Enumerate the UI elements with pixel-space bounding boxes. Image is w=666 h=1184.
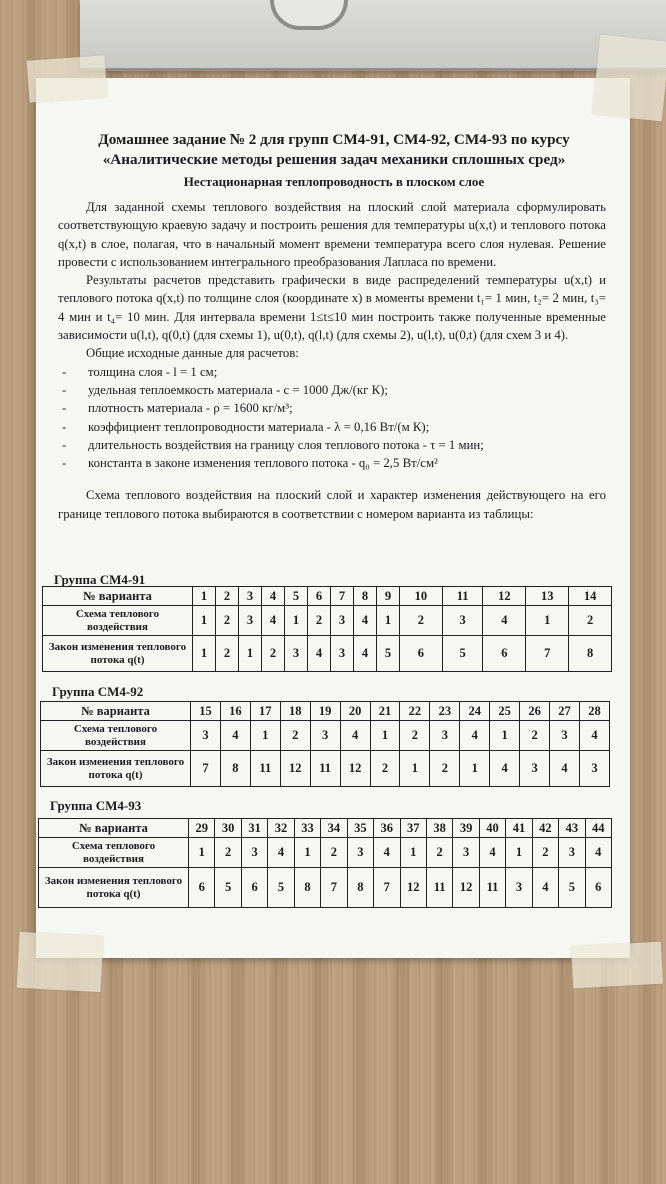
table-cell: 24 [460, 702, 490, 721]
table-cell: 3 [506, 868, 532, 908]
table-cell: 2 [216, 606, 239, 636]
table-cell: 3 [559, 838, 585, 868]
table-cell: 1 [400, 751, 430, 787]
table-cell: 3 [453, 838, 479, 868]
table-cell: 4 [490, 751, 520, 787]
table-cell: 4 [579, 721, 609, 751]
paragraph-task: Для заданной схемы теплового воздействия на плоский слой материала сформулировать соответствующую краевую задачу и построить решения для температуры u(x,t) и теплового потока q(x,t) в слое, полагая, что в начальный момент времени температура всего слоя нулевая. Решение провести с использованием интегрального преобразования Лапласа по времени. [58, 200, 606, 269]
table-cell: 5 [215, 868, 241, 908]
table-cell: 12 [280, 751, 310, 787]
table-cell: 4 [268, 838, 294, 868]
document-title [64, 130, 604, 170]
variants-table-cm4-92 [40, 701, 610, 787]
table-cell: 14 [569, 587, 612, 606]
table-cell: 2 [430, 751, 460, 787]
paragraph-variants: Схема теплового воздействия на плоский слой и характер изменения действующего на его границе теплового потока выбираются в соответствии с номером варианта из таблицы: [58, 488, 606, 521]
table-cell: 41 [506, 819, 532, 838]
table-cell: 12 [340, 751, 370, 787]
table-cell: 22 [400, 702, 430, 721]
table-cell: 11 [442, 587, 483, 606]
assignment-sheet [36, 78, 630, 958]
table-cell: 16 [220, 702, 250, 721]
variants-table-cm4-91 [42, 586, 612, 672]
group-title-cm4-91: Группа СМ4-91 [54, 572, 146, 587]
variants-table-cm4-93 [38, 818, 612, 908]
table-cell: 5 [442, 636, 483, 672]
table-cell: 3 [520, 751, 550, 787]
row-label-scheme: Схема теплового воздействия [43, 606, 193, 636]
tape-top-left [27, 55, 108, 102]
paragraph-input-data: Общие исходные данные для расчетов: [86, 346, 299, 361]
table-cell: 4 [532, 868, 558, 908]
table-cell: 2 [216, 587, 239, 606]
table-cell: 9 [377, 587, 400, 606]
table-cell: 1 [506, 838, 532, 868]
tape-bottom-right [571, 942, 663, 989]
table-cell: 4 [354, 606, 377, 636]
table-cell: 6 [585, 868, 611, 908]
table-cell: 1 [370, 721, 400, 751]
tape-bottom-left [17, 932, 104, 992]
table-cell: 3 [191, 721, 221, 751]
table-cell: 4 [483, 606, 526, 636]
table-cell: 8 [354, 587, 377, 606]
table-cell: 1 [193, 636, 216, 672]
table-cell: 27 [550, 702, 580, 721]
document-subtitle: Нестационарная теплопроводность в плоском слое [183, 174, 485, 189]
table-cell: 8 [347, 868, 373, 908]
table-cell: 4 [308, 636, 331, 672]
table-cell: 8 [294, 868, 320, 908]
table-cell: 1 [250, 721, 280, 751]
table-cell: 12 [483, 587, 526, 606]
table-cell: 5 [559, 868, 585, 908]
wall-mounted-board [80, 0, 666, 71]
table-cell: 11 [250, 751, 280, 787]
table-cell: 1 [400, 838, 426, 868]
table-cell: 33 [294, 819, 320, 838]
table-cell: 32 [268, 819, 294, 838]
table-cell: 40 [479, 819, 505, 838]
table-cell: 11 [426, 868, 452, 908]
table-cell: 7 [191, 751, 221, 787]
table-cell: 4 [220, 721, 250, 751]
table-cell: 6 [189, 868, 215, 908]
table-cell: 7 [321, 868, 347, 908]
table-cell: 4 [262, 606, 285, 636]
table-cell: 2 [308, 606, 331, 636]
table-cell: 3 [239, 587, 262, 606]
list-item: - плотность материала - ρ = 1600 кг/м³; [62, 401, 293, 416]
table-row [43, 636, 612, 672]
table-cell: 34 [321, 819, 347, 838]
table-cell: 44 [585, 819, 611, 838]
table-cell: 6 [241, 868, 267, 908]
table-cell: 36 [374, 819, 400, 838]
table-row [43, 606, 612, 636]
table-cell: 42 [532, 819, 558, 838]
group-title-cm4-93: Группа СМ4-93 [50, 798, 142, 813]
table-cell: 8 [220, 751, 250, 787]
table-cell: 3 [331, 636, 354, 672]
table-cell: 25 [490, 702, 520, 721]
table-cell: 3 [347, 838, 373, 868]
table-cell: 2 [520, 721, 550, 751]
table-cell: 1 [239, 636, 262, 672]
table-cell: 43 [559, 819, 585, 838]
table-cell: 2 [569, 606, 612, 636]
table-cell: 2 [532, 838, 558, 868]
table-cell: 4 [354, 636, 377, 672]
table-cell: 2 [321, 838, 347, 868]
table-cell: 4 [262, 587, 285, 606]
list-item: - удельная теплоемкость материала - c = 1000 Дж/(кг К); [62, 382, 388, 397]
table-row: Закон изменения теплового потока q(t) 7 8 11 12 11 12 2 1 2 1 4 3 4 3 [41, 751, 610, 787]
table-cell: 6 [400, 636, 443, 672]
table-cell: 2 [280, 721, 310, 751]
table-cell: 8 [569, 636, 612, 672]
table-cell: 21 [370, 702, 400, 721]
table-cell: 7 [526, 636, 569, 672]
table-cell: 2 [370, 751, 400, 787]
table-cell: 30 [215, 819, 241, 838]
table-cell: 2 [215, 838, 241, 868]
board-slot [270, 0, 348, 30]
table-cell: 12 [453, 868, 479, 908]
table-cell: 18 [280, 702, 310, 721]
table-cell: 4 [550, 751, 580, 787]
table-cell: 3 [442, 606, 483, 636]
table-cell: 29 [189, 819, 215, 838]
table-cell: 15 [191, 702, 221, 721]
table-cell: 3 [241, 838, 267, 868]
title-line-2: «Аналитические методы решения задач механики сплошных сред» [102, 151, 566, 168]
group-title-cm4-92: Группа СМ4-92 [52, 684, 144, 699]
table-cell: 12 [400, 868, 426, 908]
table-row: Схема теплового воздействия 1 2 3 4 1 2 3 4 1 2 3 4 1 2 3 4 [39, 838, 612, 868]
table-row: Схема теплового воздействия 3 4 1 2 3 4 1 2 3 4 1 2 3 4 [41, 721, 610, 751]
table-cell: 1 [377, 606, 400, 636]
table-cell: 1 [193, 606, 216, 636]
table-cell: 11 [310, 751, 340, 787]
table-cell: 28 [579, 702, 609, 721]
table-cell: 1 [490, 721, 520, 751]
table-cell: 4 [585, 838, 611, 868]
table-cell: 5 [377, 636, 400, 672]
table-cell: 3 [430, 721, 460, 751]
table-cell: 37 [400, 819, 426, 838]
table-cell: 1 [285, 606, 308, 636]
table-cell: 39 [453, 819, 479, 838]
table-cell: 2 [262, 636, 285, 672]
list-item: - коэффициент теплопроводности материала - λ = 0,16 Вт/(м К); [62, 419, 430, 434]
table-row: Закон изменения теплового потока q(t) 6 5 6 5 8 7 8 7 12 11 12 11 3 4 5 6 [39, 868, 612, 908]
table-cell: 31 [241, 819, 267, 838]
table-cell: 38 [426, 819, 452, 838]
table-cell: 3 [310, 721, 340, 751]
list-item: - длительность воздействия на границу слоя теплового потока - τ = 1 мин; [62, 437, 484, 452]
table-cell: 4 [460, 721, 490, 751]
table-cell: 11 [479, 868, 505, 908]
table-cell: 26 [520, 702, 550, 721]
table-row [43, 587, 612, 606]
row-label-variant: № варианта [43, 587, 193, 606]
table-cell: 2 [426, 838, 452, 868]
table-cell: 1 [460, 751, 490, 787]
table-cell: 3 [550, 721, 580, 751]
table-cell: 2 [400, 721, 430, 751]
table-cell: 19 [310, 702, 340, 721]
row-label-law: Закон изменения теплового потока q(t) [43, 636, 193, 672]
parameter-list [58, 363, 606, 473]
table-cell: 3 [239, 606, 262, 636]
tape-top-right [592, 35, 666, 122]
table-cell: 1 [294, 838, 320, 868]
table-cell: 1 [189, 838, 215, 868]
title-line-1: Домашнее задание № 2 для групп СМ4-91, СМ4-92, СМ4-93 по курсу [98, 131, 570, 148]
table-cell: 2 [400, 606, 443, 636]
list-item: - константа в законе изменения теплового потока - q₀ = 2,5 Вт/см² [62, 456, 438, 471]
table-cell: 17 [250, 702, 280, 721]
table-cell: 2 [216, 636, 239, 672]
table-cell: 7 [331, 587, 354, 606]
table-cell: 6 [483, 636, 526, 672]
table-cell: 3 [579, 751, 609, 787]
table-cell: 1 [526, 606, 569, 636]
table-cell: 23 [430, 702, 460, 721]
table-cell: 6 [308, 587, 331, 606]
table-cell: 20 [340, 702, 370, 721]
table-cell: 4 [374, 838, 400, 868]
table-cell: 7 [374, 868, 400, 908]
table-cell: 4 [479, 838, 505, 868]
table-cell: 13 [526, 587, 569, 606]
table-cell: 3 [285, 636, 308, 672]
table-cell: 3 [331, 606, 354, 636]
table-cell: 5 [285, 587, 308, 606]
table-cell: 1 [193, 587, 216, 606]
table-cell: 4 [340, 721, 370, 751]
table-cell: 5 [268, 868, 294, 908]
list-item: - толщина слоя - l = 1 см; [62, 364, 218, 379]
table-row: № варианта 15 16 17 18 19 20 21 22 23 24 25 26 27 28 [41, 702, 610, 721]
paragraph-results: Результаты расчетов представить графически в виде распределений температуры u(x,t) и теплового потока q(x,t) по толщине слоя (координате x) в моменты времени t₁= 1 мин, t₂= 2 мин, t₃= 4 мин и t₄= 10 мин. Для интервала времени 1≤t≤10 мин построить также полученные временные зависимости u(l,t), q(0,t) (для схемы 1), u(0,t), q(l,t) (для схемы 2), u(l,t), u(0,t) (для схем 3 и 4). [58, 273, 606, 343]
assignment-body [58, 198, 606, 523]
table-row: № варианта 29 30 31 32 33 34 35 36 37 38 39 40 41 42 43 44 [39, 819, 612, 838]
table-cell: 10 [400, 587, 443, 606]
table-cell: 35 [347, 819, 373, 838]
